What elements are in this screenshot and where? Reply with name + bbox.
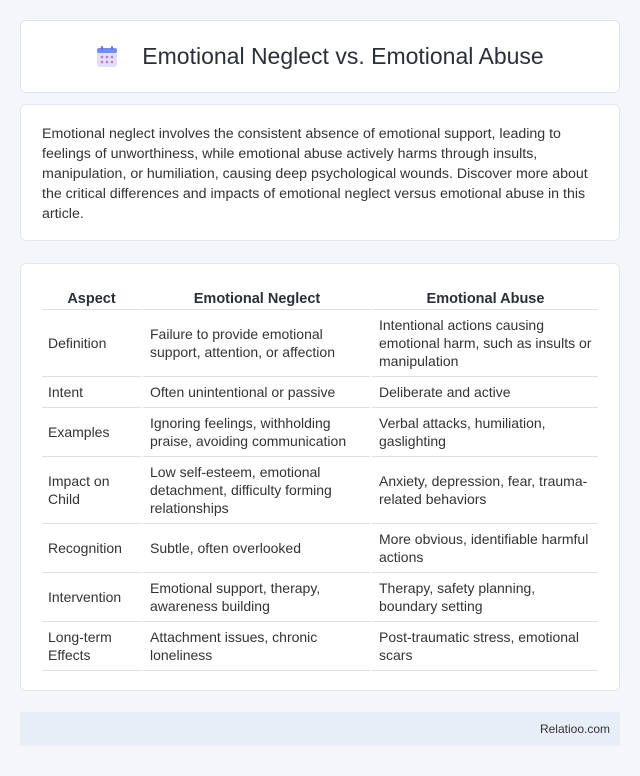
row-abuse: Therapy, safety planning, boundary setting	[370, 573, 598, 622]
intro-paragraph: Emotional neglect involves the consistent absence of emotional support, leading to feelings of unworthiness, while emotional abuse actively harms through insults, manipulation, or humiliation, causing deep psychological wounds. Discover more about the critical differences and impacts of emotional neglect versus emotional abuse in this article.	[42, 126, 588, 222]
row-neglect: Failure to provide emotional support, attention, or affection	[141, 310, 370, 377]
calendar-icon	[96, 46, 118, 68]
row-neglect: Often unintentional or passive	[141, 377, 370, 408]
footer-site-link[interactable]: Relatioo.com	[539, 722, 610, 736]
row-abuse: Intentional actions causing emotional harm, such as insults or manipulation	[370, 310, 598, 377]
row-neglect: Ignoring feelings, withholding praise, avoiding communication	[141, 408, 370, 457]
table-row	[42, 622, 598, 671]
comparison-table	[42, 284, 598, 671]
row-neglect: Low self-esteem, emotional detachment, difficulty forming relationships	[141, 457, 370, 524]
row-abuse: Post-traumatic stress, emotional scars	[370, 622, 598, 671]
table-row	[42, 573, 598, 622]
row-aspect: Intervention	[42, 573, 141, 622]
table-header-row	[42, 284, 598, 310]
row-aspect: Intent	[42, 377, 141, 408]
row-neglect: Subtle, often overlooked	[141, 524, 370, 573]
table-row	[42, 457, 598, 524]
table-row	[42, 524, 598, 573]
row-aspect: Definition	[42, 310, 141, 377]
table-row	[42, 310, 598, 377]
row-aspect: Long-term Effects	[42, 622, 141, 671]
intro-card	[20, 104, 620, 241]
row-aspect: Recognition	[42, 524, 141, 573]
header-emotional-neglect: Emotional Neglect	[141, 284, 370, 310]
page-title: Emotional Neglect vs. Emotional Abuse	[142, 43, 544, 69]
table-row	[42, 408, 598, 457]
row-abuse: Anxiety, depression, fear, trauma-related behaviors	[370, 457, 598, 524]
row-neglect: Attachment issues, chronic loneliness	[141, 622, 370, 671]
header-emotional-abuse: Emotional Abuse	[370, 284, 598, 310]
row-aspect: Examples	[42, 408, 141, 457]
row-abuse: Verbal attacks, humiliation, gaslighting	[370, 408, 598, 457]
table-row	[42, 377, 598, 408]
row-abuse: Deliberate and active	[370, 377, 598, 408]
footer	[20, 712, 620, 746]
header-aspect: Aspect	[42, 284, 141, 310]
row-neglect: Emotional support, therapy, awareness building	[141, 573, 370, 622]
title-card	[20, 20, 620, 93]
row-abuse: More obvious, identifiable harmful actions	[370, 524, 598, 573]
row-aspect: Impact on Child	[42, 457, 141, 524]
comparison-table-card	[20, 263, 620, 691]
